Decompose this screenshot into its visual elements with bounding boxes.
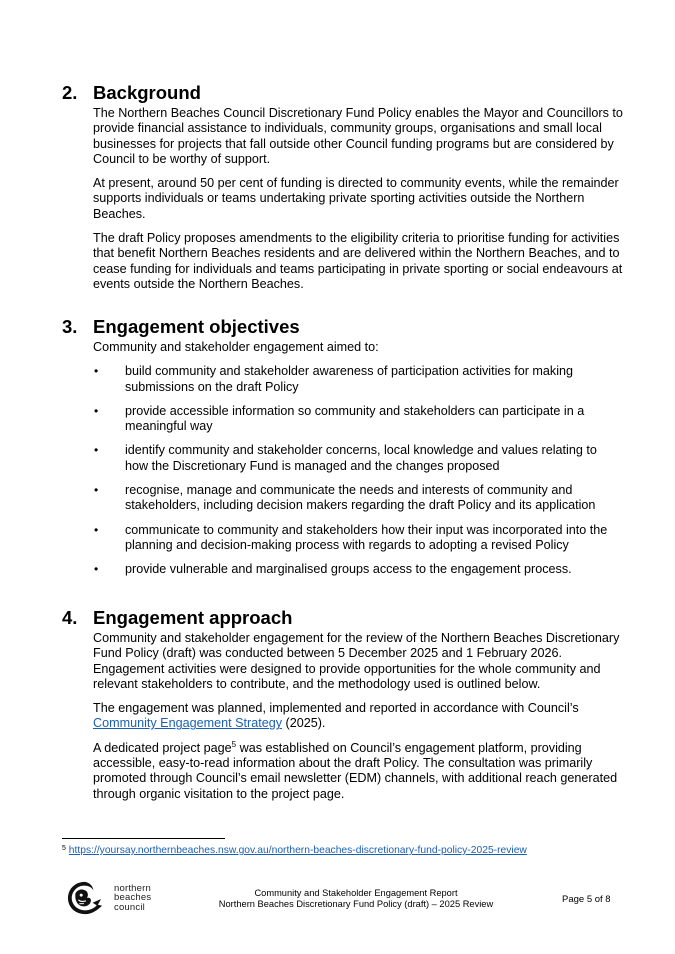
council-logo-icon (66, 880, 104, 916)
footnote (62, 845, 527, 857)
section-title: Background (93, 82, 201, 103)
section-background (62, 82, 622, 301)
paragraph: Community and stakeholder engagement for the review of the Northern Beaches Discretionary Fund Policy (draft) was conducted between 5 December 2025 and 1 February 2026. Engagement activities were designed to provide opportunities for the whole community and relevant stakeholders to contribute, and the methodology used is outlined below. (93, 631, 620, 691)
section-heading (62, 316, 622, 338)
paragraph: The draft Policy proposes amendments to the eligibility criteria to prioritise funding for activities that benefit Northern Beaches residents and are delivered within the Northern Beaches, and to cease funding for individuals and teams participating in private sporting or social endeavours at events outside the Northern Beaches. (93, 231, 623, 291)
section-body (93, 340, 623, 355)
list-item: • identify community and stakeholder concerns, local knowledge and values relating to how the Discretionary Fund is managed and the changes proposed (94, 443, 597, 473)
section-engagement-approach (62, 607, 622, 811)
community-engagement-strategy-link[interactable]: Community Engagement Strategy (93, 716, 282, 731)
section-body (93, 106, 623, 292)
section-number: 3. (62, 316, 78, 337)
footnote-reference[interactable]: 5 (231, 739, 237, 749)
list-item: • recognise, manage and communicate the needs and interests of community and stakeholders, including decision makers regarding the draft Policy and its application (94, 483, 596, 513)
objectives-list (93, 364, 622, 577)
bullet-icon: • (94, 403, 99, 418)
bullet-icon: • (94, 483, 99, 498)
bullet-icon: • (94, 443, 99, 458)
section-heading (62, 82, 622, 104)
paragraph-project-page: A dedicated project page$^5$ was established on Council’s engagement platform, providing accessible, easy-to-read information about the draft Policy. The consultation was primarily promoted through Council’s email newsletter (EDM) channels, with additional reach generated through organic visitation to the project page. (93, 739, 618, 801)
list-item: • communicate to community and stakeholders how their input was incorporated into the planning and decision-making process with regards to adopting a revised Policy (94, 522, 608, 552)
paragraph: At present, around 50 per cent of funding is directed to community events, while the remainder supports individuals or teams undertaking private sporting activities outside the Northern Beaches. (93, 176, 619, 221)
bullet-icon: • (94, 562, 99, 577)
bullet-icon: • (94, 364, 99, 379)
section-title: Engagement approach (93, 607, 293, 628)
section-engagement-objectives (62, 316, 622, 587)
report-subtitle: Northern Beaches Discretionary Fund Policy (draft) – 2025 Review (218, 899, 494, 909)
paragraph-intro: Community and stakeholder engagement aimed to: (93, 340, 379, 354)
council-logo-text: northern beaches council (114, 882, 152, 913)
list-item: • build community and stakeholder awareness of participation activities for making submissions on the draft Policy (94, 364, 574, 394)
footnote-marker: 5 (62, 845, 66, 852)
section-title: Engagement objectives (93, 316, 300, 337)
paragraph-strategy: The engagement was planned, implemented and reported in accordance with Council’s Community Engagement Strategy (2025). (93, 701, 579, 731)
footer-report-title (210, 888, 502, 910)
council-logo (66, 880, 151, 916)
bullet-icon: • (94, 522, 99, 537)
section-body (93, 631, 623, 802)
section-number: 2. (62, 82, 78, 103)
footnote-divider (62, 838, 225, 839)
report-title: Community and Stakeholder Engagement Report (254, 888, 458, 898)
footnote-url-link[interactable]: https://yoursay.northernbeaches.nsw.gov.au/northern-beaches-discretionary-fund-policy-2025-review (68, 845, 527, 856)
section-number: 4. (62, 607, 78, 628)
paragraph: The Northern Beaches Council Discretionary Fund Policy enables the Mayor and Councillors to provide financial assistance to individuals, community groups, organisations and small local businesses for projects that fall outside other Council funding programs but are considered by Council to be worthy of support. (93, 106, 623, 166)
list-item: • provide accessible information so community and stakeholders can participate in a meaningful way (94, 403, 585, 434)
section-heading (62, 607, 622, 629)
list-item: • provide vulnerable and marginalised groups access to the engagement process. (94, 562, 572, 577)
page-number: Page 5 of 8 (562, 894, 611, 905)
